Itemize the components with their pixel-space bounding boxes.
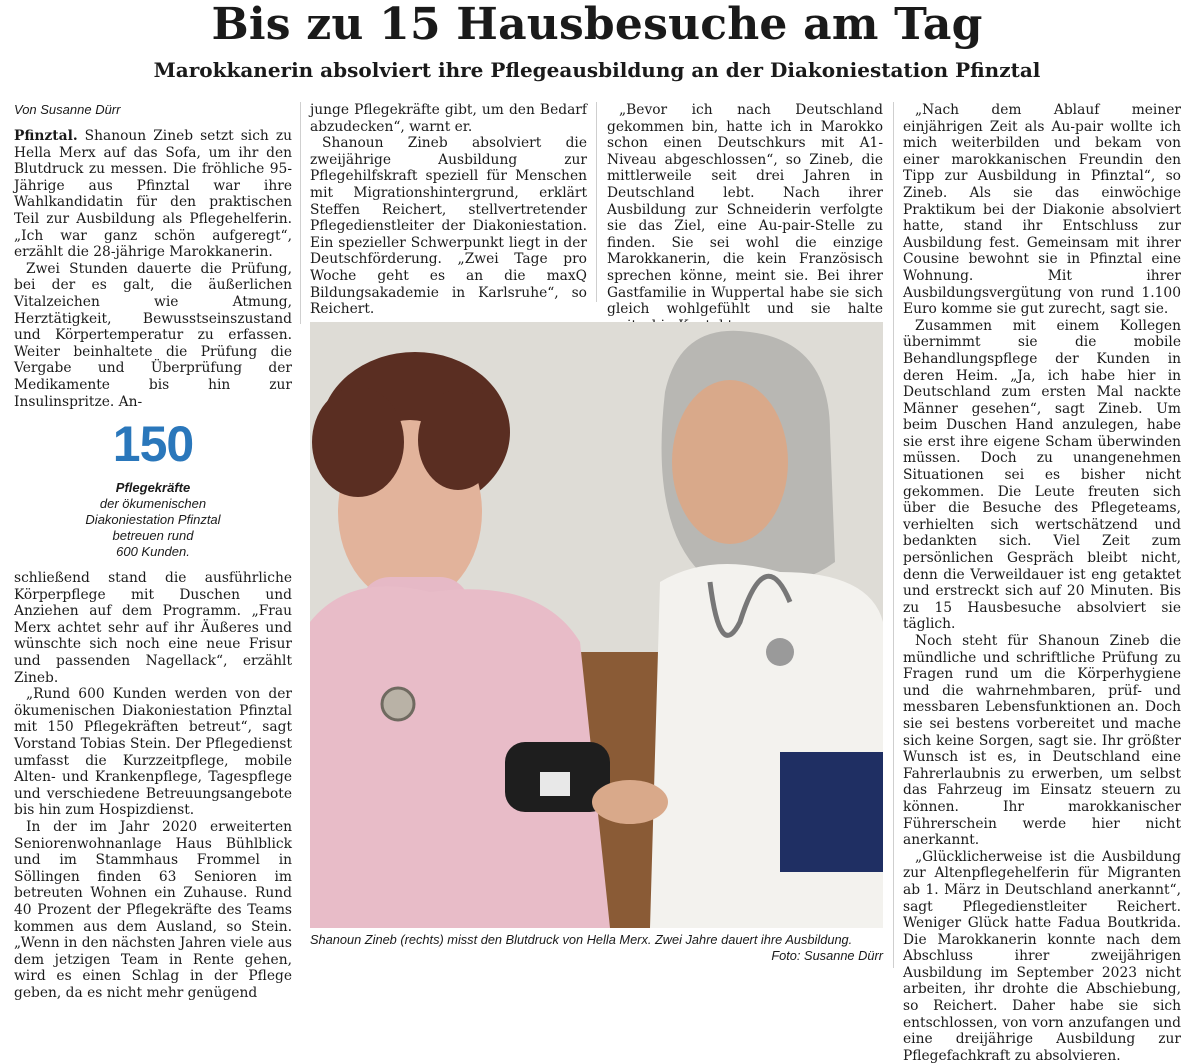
fact-text: Diakoniestation Pfinztal bbox=[85, 512, 221, 528]
article-paragraph: schließend stand die ausführliche Körperpflege mit Duschen und Anziehen auf dem Programm. „Frau Merx achtet sehr auf ihr Äußeres und wünschte sich noch eine neue Frisur und passenden Nagellack“, erzählt Zineb. bbox=[14, 570, 292, 686]
article-paragraph: Pfinztal. Shanoun Zineb setzt sich zu Hella Merx auf das Sofa, um ihr den Blutdruck zu messen. Die fröhliche 95-Jährige aus Pfinztal war ihre Wahlkandidatin für den praktischen Teil zur Ausbildung als Pflegehelferin. „Ich war ganz schön aufgeregt“, erzählt die 28-jährige Marokkanerin. bbox=[14, 128, 292, 261]
article-column-1 bbox=[14, 102, 292, 1002]
column-divider bbox=[300, 102, 301, 324]
article-paragraph: In der im Jahr 2020 erweiterten Seniorenwohnanlage Haus Bühlblick und im Stammhaus Frommel in Söllingen finden 63 Senioren im betreuten Wohnen ein Zuhause. Rund 40 Prozent der Pflegekräfte des Teams kommen aus dem Ausland, so Stein. „Wenn in den nächsten Jahren viele aus dem jetzigen Team in Rente gehen, wird es einen Schlag in der Pflege geben, da es nicht mehr genügend bbox=[14, 819, 292, 1001]
article-paragraph: Zwei Stunden dauerte die Prüfung, bei der es galt, die äußerlichen Vitalzeichen wie Atmung, Herztätigkeit, Bewusstseinszustand und Körpertemperatur zu erfassen. Weiter beinhaltete die Prüfung die Vergabe und Überprüfung der Medikamente bis hin zur Insulinspritze. An- bbox=[14, 260, 292, 410]
article-column-4 bbox=[903, 102, 1181, 1064]
article-paragraph: Shanoun Zineb absolviert die zweijährige Ausbildung zur Pflegehilfskraft speziell für Menschen mit Migrationshintergrund, erklärt Steffen Reichert, stellvertretender Pflegedienstleiter der Diakoniestation. Ein spezieller Schwerpunkt liegt in der Deutschförderung. „Zwei Tage pro Woche geht es an die maxQ Bildungsakademie in Karlsruhe“, so Reichert. bbox=[310, 135, 587, 318]
article-paragraph: junge Pflegekräfte gibt, um den Bedarf abzudecken“, warnt er. bbox=[310, 102, 587, 135]
article-photo bbox=[310, 322, 883, 928]
article-dateline: Pfinztal. bbox=[14, 128, 78, 144]
article-paragraph: Zusammen mit einem Kollegen übernimmt sie die mobile Behandlungspflege der Kunden in deren Heim. „Ja, ich habe hier in Deutschland zum ersten Mal nackte Männer gesehen“, sagt Zineb. Um beim Duschen Hand anzulegen, habe sie erst ihre eigene Scham überwinden müssen. Doch zu unangenehmen Situationen sei es bisher nicht gekommen. Die Leute freuten sich über die Besuche des Pflegeteams, verhielten sich wertschätzend und bedankten sich. Viel Zeit zum persönlichen Gespräch bleibt nicht, denn die Verweildauer ist eng getaktet und erstreckt sich auf 20 Minuten. Bis zu 15 Hausbesuche absolviert sie täglich. bbox=[903, 317, 1181, 633]
fact-text: betreuen rund bbox=[112, 528, 194, 544]
fact-box bbox=[14, 416, 292, 560]
article-paragraph: „Bevor ich nach Deutschland gekommen bin, hatte ich in Marokko schon einen Deutschkurs mit A1-Niveau abgeschlossen“, so Zineb, die mittlerweile seit drei Jahren in Deutschland lebt. Nach ihrer Ausbildung zur Schneiderin verfolgte sie das Ziel, eine Au-pair-Stelle zu finden. Sie sei wohl die einzige Marokkanerin, die kein Französisch sprechen könne, meint sie. Bei ihrer Gastfamilie in Wuppertal habe sie sich gleich wohlgefühlt und sie halte bbox=[607, 102, 883, 318]
fact-number: 150 bbox=[112, 416, 194, 473]
column-divider bbox=[893, 102, 894, 968]
photo-caption bbox=[310, 932, 883, 963]
fact-title: Pflegekräfte bbox=[115, 480, 191, 496]
fact-text: 600 Kunden. bbox=[116, 544, 190, 560]
fact-text: der ökumenischen bbox=[99, 496, 207, 512]
article-column-3 bbox=[607, 102, 883, 334]
photo-credit: Foto: Susanne Dürr bbox=[771, 948, 883, 963]
article-column-2 bbox=[310, 102, 587, 318]
article-subheadline: Marokkanerin absolviert ihre Pflegeausbildung an der Diakoniestation Pfinztal bbox=[153, 58, 1041, 82]
article-paragraph: „Glücklicherweise ist die Ausbildung zur Altenpflegehelferin für Migranten ab 1. März in Deutschland anerkannt“, sagt Pflegedienstleiter Reichert. Weniger Glück hatte Fadua Boutkrida. Die Marokkanerin konnte nach dem Abschluss ihrer zweijährigen Ausbildung im September 2023 nicht arbeiten, ihr drohte die Abschiebung, so Reichert. Daher habe sie sich entschlossen, von vorn anzufangen und eine dreijährige Ausbildung zur Pflegefachkraft zu absolvieren. bbox=[903, 848, 1181, 1064]
article-paragraph: „Rund 600 Kunden werden von der ökumenischen Diakoniestation Pfinztal mit 150 Pflegekräften betreut“, sagt Vorstand Tobias Stein. Der Pflegedienst umfasst die Kurzzeitpflege, mobile Alten- und Krankenpflege, Tagespflege und verschiedene Betreuungsangebote bis hin zum Hospizdienst. bbox=[14, 686, 292, 819]
photo-illustration bbox=[310, 322, 883, 928]
article-paragraph: Noch steht für Shanoun Zineb die mündliche und schriftliche Prüfung zu Fragen rund um die Körperhygiene und die wahrnehmbaren, prüf- und messbaren Lebensfunktionen an. Doch sie sei bestens vorbereitet und mache sich keine Sorgen, sagt sie. Ihr größter Wunsch ist es, in Deutschland eine Fahrerlaubnis zu erwerben, um selbst das Fahrzeug im Einsatz steuern zu können. Ihr marokkanischer Führerschein werde hier nicht anerkannt. bbox=[903, 633, 1181, 849]
article-headline: Bis zu 15 Hausbesuche am Tag bbox=[211, 0, 983, 50]
caption-text: Shanoun Zineb (rechts) misst den Blutdruck von Hella Merx. Zwei Jahre dauert ihre Ausbildung. bbox=[310, 932, 853, 947]
article-paragraph: „Nach dem Ablauf meiner einjährigen Zeit als Au-pair wollte ich mich weiterbilden und bekam von einer marokkanischen Freundin den Tipp zur Ausbildung in Pfinztal“, so Zineb. Als sie das einwöchige Praktikum bei der Diakonie absolviert hatte, stand ihr Entschluss zur Ausbildung fest. Gemeinsam mit ihrer Cousine bewohnt sie in Pfinztal eine Wohnung. Mit ihrer Ausbildungsvergütung von rund 1.100 Euro komme sie gut zurecht, sagt sie. bbox=[903, 102, 1181, 318]
column-divider bbox=[596, 102, 597, 302]
article-byline: Von Susanne Dürr bbox=[14, 102, 121, 117]
